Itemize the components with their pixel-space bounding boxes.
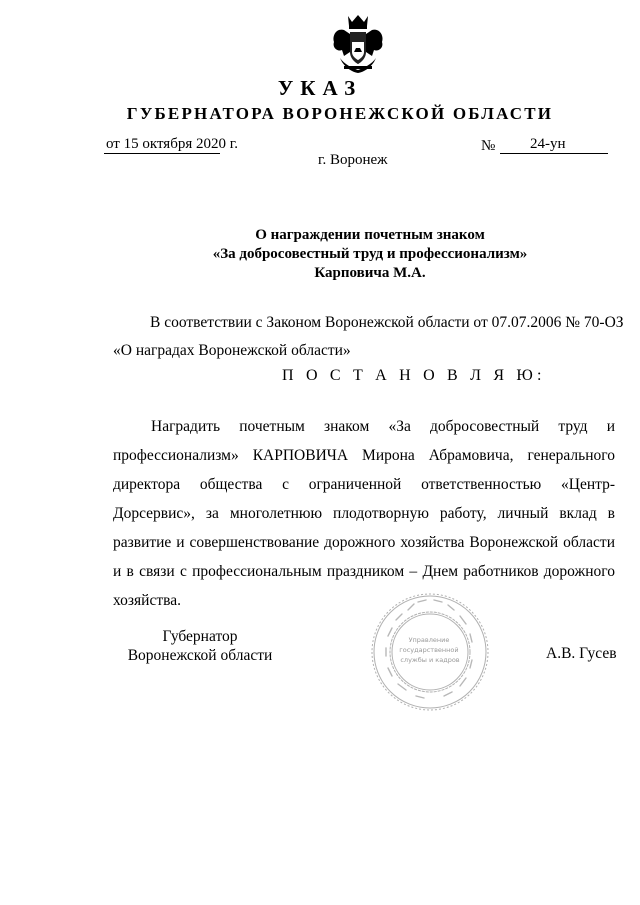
legal-basis-line-2: «О наградах Воронежской области»: [113, 342, 351, 359]
decree-word: П О С Т А Н О В Л Я Ю:: [282, 367, 546, 384]
legal-basis-line-1: В соответствии с Законом Воронежской области от 07.07.2006 № 70-ОЗ: [150, 314, 624, 331]
svg-text:Управление государственной: [399, 636, 460, 664]
document-subject: [160, 226, 580, 283]
decree-body: Наградить почетным знаком «За добросовестный труд и профессионализм» КАРПОВИЧА Мирона Абрамовича, генерального директора общества с ограниченной ответственностью «Центр-Дорсервис», за многолетнюю плодотворную работу, личный вклад в развитие и совершенствование дорожного хозяйства Воронежской области и в связи с профессиональным праздником – Днем работников дорожного хозяйства.: [113, 418, 615, 609]
document-city: г. Воронеж: [318, 152, 388, 168]
date-underline: [104, 153, 220, 154]
signatory-position-line-1: Губернатор: [162, 628, 238, 645]
official-stamp: [368, 590, 492, 714]
coat-of-arms-icon: [330, 12, 386, 74]
signatory-position-line-2: Воронежской области: [127, 647, 273, 664]
subject-line-1: О награждении почетным знаком: [255, 227, 485, 243]
document-date: от 15 октября 2020 г.: [106, 136, 238, 152]
stamp-text-3: службы и кадров: [400, 656, 460, 664]
stamp-text-2: государственной: [399, 646, 459, 654]
signatory-position: [110, 627, 290, 665]
document-title: УКАЗ: [277, 76, 363, 100]
document-issuer: ГУБЕРНАТОРА ВОРОНЕЖСКОЙ ОБЛАСТИ: [126, 104, 554, 123]
stamp-text-1: Управление: [408, 636, 450, 644]
signatory-name: А.В. Гусев: [546, 645, 617, 662]
number-sign: №: [481, 138, 496, 154]
number-underline: [500, 153, 608, 154]
document-number: 24-ун: [530, 136, 566, 152]
subject-line-3: Карповича М.А.: [314, 265, 426, 281]
subject-line-2: «За добросовестный труд и профессионализм»: [212, 246, 528, 262]
